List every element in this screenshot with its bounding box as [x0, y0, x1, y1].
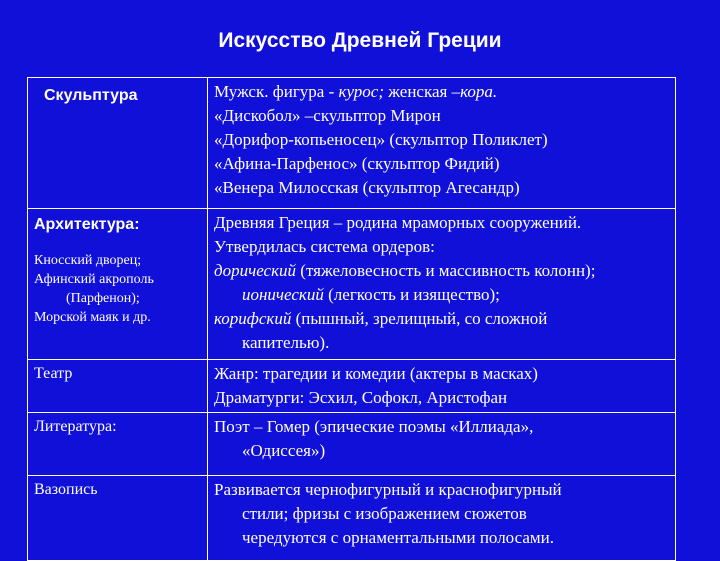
sculpture-line-1-c: женская –: [384, 82, 461, 101]
architecture-line-2: Утвердилась система ордеров:: [214, 237, 435, 256]
architecture-example-4: Морской маяк и др.: [34, 310, 151, 325]
literature-line-2: «Одиссея»): [242, 441, 326, 460]
description-cell-architecture: [208, 209, 676, 360]
sculpture-line-2: «Дискобол» –скульптор Мирон: [214, 106, 441, 125]
literature-line-1: Поэт – Гомер (эпические поэмы «Иллиада»,: [214, 417, 534, 436]
category-vase: Вазопись: [34, 481, 98, 498]
architecture-line-6: капителью).: [242, 333, 330, 352]
order-ionic-desc: (легкость и изящество);: [323, 285, 500, 304]
sculpture-line-1: [214, 80, 669, 104]
category-cell-literature: [28, 413, 208, 476]
category-cell-vase: [28, 476, 208, 561]
architecture-example-1: Кносский дворец;: [34, 253, 142, 268]
art-table: [27, 77, 676, 561]
table-row-theater: [28, 360, 676, 413]
table-row-architecture: [28, 209, 676, 360]
sculpture-line-5: «Венера Милосская (скульптор Агесандр): [214, 178, 520, 197]
description-cell-literature: [208, 413, 676, 476]
category-cell-sculpture: [28, 78, 208, 209]
sculpture-term-kore: кора.: [460, 82, 498, 101]
theater-line-2: Драматурги: Эсхил, Софокл, Аристофан: [214, 388, 508, 407]
sculpture-line-1-a: Мужск. фигура -: [214, 82, 339, 101]
category-sculpture: Скульптура: [44, 87, 138, 104]
category-theater: Театр: [34, 365, 73, 382]
order-ionic: ионический: [242, 285, 324, 304]
category-literature: Литература:: [34, 418, 117, 435]
architecture-example-3: (Парфенон);: [66, 291, 140, 306]
sculpture-line-3: «Дорифор-копьеносец» (скульптор Поликлет): [214, 130, 548, 149]
category-architecture: Архитектура:: [34, 216, 140, 233]
architecture-line-4: [214, 283, 669, 307]
architecture-examples: [34, 251, 201, 327]
theater-line-1: Жанр: трагедии и комедии (актеры в масках): [214, 364, 538, 383]
architecture-line-1: Древняя Греция – родина мраморных сооружений.: [214, 213, 582, 232]
table-row-sculpture: [28, 78, 676, 209]
sculpture-term-kouros: курос;: [338, 82, 384, 101]
category-cell-theater: [28, 360, 208, 413]
sculpture-line-4: «Афина-Парфенос» (скульптор Фидий): [214, 154, 500, 173]
architecture-line-5: [214, 307, 669, 331]
description-cell-sculpture: [208, 78, 676, 209]
architecture-example-2: Афинский акрополь: [34, 272, 154, 287]
vase-line-1: Развивается чернофигурный и краснофигурный: [214, 480, 562, 499]
vase-line-2: стили; фризы с изображением сюжетов: [242, 504, 527, 523]
table-row-vase: [28, 476, 676, 561]
description-cell-theater: [208, 360, 676, 413]
table-row-literature: [28, 413, 676, 476]
order-doric: дорический: [214, 261, 297, 280]
vase-line-3: чередуются с орнаментальными полосами.: [242, 528, 555, 547]
order-corinthian: корифский: [214, 309, 292, 328]
slide-title: Искусство Древней Греции: [218, 29, 502, 52]
order-corinthian-desc: (пышный, зрелищный, со сложной: [291, 309, 548, 328]
description-cell-vase: [208, 476, 676, 561]
category-cell-architecture: [28, 209, 208, 360]
order-doric-desc: (тяжеловесность и массивность колонн);: [296, 261, 596, 280]
architecture-line-3: [214, 259, 669, 283]
